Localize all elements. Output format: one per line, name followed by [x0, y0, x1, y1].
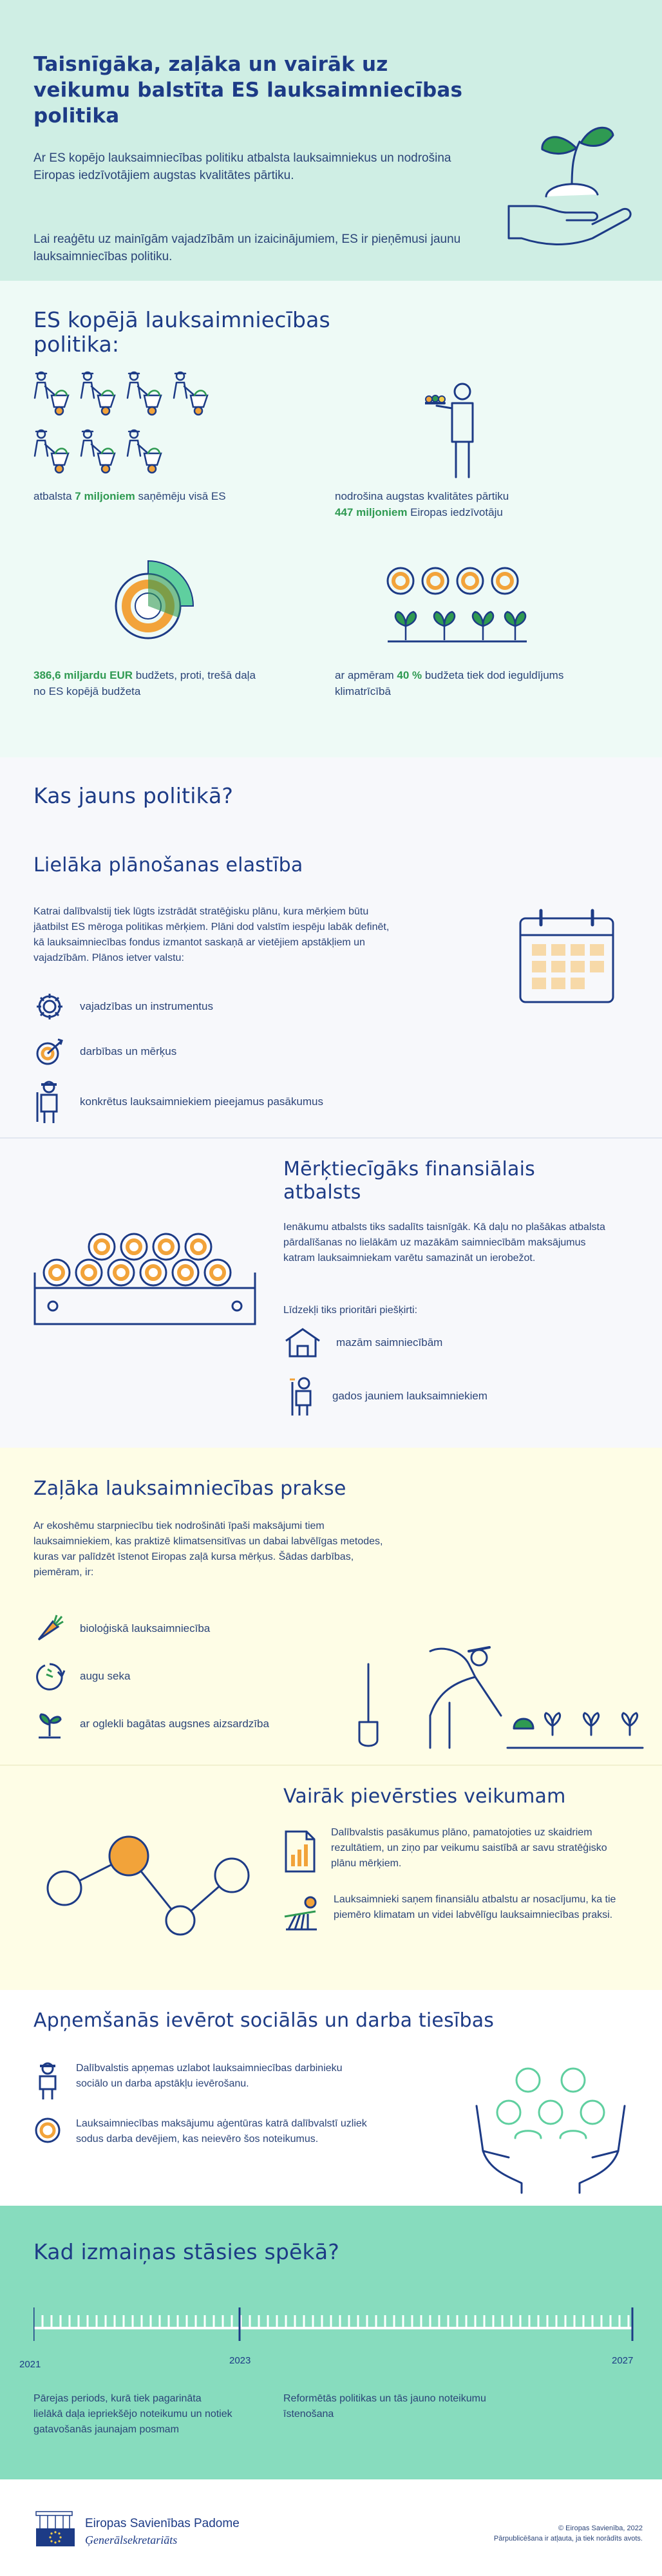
performance-item-label: Dalībvalstis pasākumus plāno, pamatojoties uz skaidriem rezultātiem, un ziņo par veikumu saistībā ar savu stratēģisko plānu mērķiem.	[331, 1827, 607, 1869]
planning-item-label: darbības un mērķus	[80, 1045, 177, 1057]
field-icon	[283, 1895, 319, 1933]
footer-org-name: Eiropas Savienības Padome	[85, 2517, 240, 2530]
seedling-icon	[505, 612, 525, 640]
stat-recipients-post: saņēmēju visā ES	[135, 490, 226, 502]
coin-icon	[108, 1260, 134, 1285]
stat-climate-value: 40 %	[397, 669, 422, 681]
coin-icon	[205, 1260, 231, 1285]
gear-icon	[33, 990, 66, 1023]
planning-item-label: vajadzības un instrumentus	[80, 1000, 213, 1012]
whats-new-heading: Kas jauns politikā?	[33, 783, 234, 808]
hero-paragraph-2: Lai reaģētu uz mainīgām vajadzībām un izaicinājumiem, ES ir pieņēmusi jaunu lauksaimniecības politiku.	[33, 232, 461, 263]
farmer-wheelbarrow-icon	[128, 372, 161, 415]
hero-section	[0, 0, 662, 281]
timeline-title: Kad izmaiņas stāsies spēkā?	[33, 2239, 339, 2264]
coin-icon	[89, 1234, 115, 1260]
stat-climate	[335, 667, 567, 699]
performance-network-icon	[39, 1811, 258, 1959]
calendar-icon	[515, 905, 618, 1009]
performance-title: Vairāk pievērsties veikumam	[283, 1785, 566, 1808]
greener-item-organic	[33, 1613, 210, 1645]
carrot-icon	[33, 1613, 66, 1645]
timeline-year-end: 2027	[612, 2355, 634, 2366]
stat-budget-post: budžets, proti, trešā daļa no ES kopējā budžeta	[33, 669, 256, 697]
targeted-support-title: Mērķtiecīgāks finansiālais atbalsts	[283, 1158, 535, 1204]
greener-section	[0, 1448, 662, 1765]
footer-org-sub: Ģenerālsekretariāts	[85, 2533, 178, 2546]
greener-item-rotation	[33, 1660, 130, 1692]
footer-copyright: © Eiropas Savienība, 2022	[558, 2524, 643, 2532]
target-icon	[33, 1036, 66, 1068]
footer-reuse-note: Pārpublicēšana ir atļauta, ja tiek norādīts avots.	[493, 2535, 643, 2543]
worker-icon	[33, 2061, 62, 2101]
planning-item-label: konkrētus lauksaimniekiem pieejamus pasākumus	[80, 1095, 323, 1108]
social-item-penalties	[33, 2116, 368, 2147]
stat-recipients	[33, 488, 304, 504]
social-item-label: Dalībvalstis apņemas uzlabot lauksaimniecības darbinieku sociālo un darba apstākļu ievērošanu.	[76, 2063, 343, 2089]
support-item-small-farms	[283, 1327, 442, 1359]
coins-plants-icon	[386, 564, 528, 648]
hand-plant-icon	[496, 109, 644, 258]
greener-item-label: bioloģiskā lauksaimniecība	[80, 1622, 211, 1634]
budget-donut-icon	[97, 551, 219, 654]
seedling-icon	[473, 612, 493, 640]
performance-item-label: Lauksaimnieki saņem finansiālu atbalstu ar nosacījumu, ka tie piemēro klimatam un videi labvēlīgu lauksaimniecības praksi.	[334, 1894, 616, 1920]
cap-stats-section	[0, 281, 662, 757]
greener-item-label: ar oglekli bagātas augsnes aizsardzība	[80, 1718, 269, 1730]
farmer-wheelbarrow-icon	[81, 430, 115, 473]
farmer-wheelbarrow-icon	[35, 430, 68, 473]
performance-section	[0, 1765, 662, 1990]
performance-item-conditions	[283, 1892, 631, 1933]
hero-paragraph-1: Ar ES kopējo lauksaimniecības politiku atbalsta lauksaimniekus un nodrošina Eiropas iedzīvotājiem augstas kvalitātes pārtiku.	[33, 151, 451, 182]
coin-icon	[173, 1260, 198, 1285]
planning-item-needs	[33, 990, 213, 1023]
coin-icon	[76, 1260, 102, 1285]
young-farmer-icon	[288, 1376, 318, 1417]
planning-title: Lielāka plānošanas elastība	[33, 854, 303, 876]
social-item-label: Lauksaimniecības maksājumu aģentūras katrā dalībvalstī uzliek sodus darba devējiem, kas neievēro šos noteikumus.	[76, 2118, 367, 2145]
planning-item-actions	[33, 1036, 176, 1068]
farmer-wheelbarrow-icon	[174, 372, 207, 415]
greener-item-label: augu seka	[80, 1670, 131, 1682]
coin-icon	[44, 1260, 70, 1285]
stat-recipients-pre: atbalsta	[33, 490, 75, 502]
planning-text: Katrai dalībvalstij tiek lūgts izstrādāt stratēģisku plānu, kura mērķiem būtu jāatbilst ES mēroga politikas mērķiem. Plāni dod valstīm iespēju labāk definēt, kā lauksaimniecības fondus izmantot saskaņā ar vietējiem apstākļiem un vajadzībām. Plānos ietver valstu:	[33, 906, 390, 963]
person-food-icon	[425, 377, 483, 480]
stat-recipients-value: 7 miljoniem	[75, 490, 135, 502]
document-chart-icon	[283, 1829, 317, 1874]
rotation-icon	[33, 1660, 66, 1692]
support-item-label: mazām saimniecībām	[336, 1336, 443, 1349]
timeline-section	[0, 2206, 662, 2479]
whats-new-section	[0, 757, 662, 1448]
timeline-year-start: 2021	[19, 2359, 41, 2370]
greener-text: Ar ekoshēmu starpniecību tiek nodrošināti īpaši maksājumi tiem lauksaimniekiem, kas praktizē klimatsensitīvas un dabai labvēlīgas metodes, kuras var palīdzēt īstenot Eiropas zaļā kursa mērķus. Šādas darbības, piemēram, ir:	[33, 1520, 383, 1578]
stat-food-value: 447 miljoniem	[335, 506, 408, 518]
cap-heading: ES kopējā lauksaimniecības politika:	[33, 307, 330, 357]
targeted-support-text: Ienākumu atbalsts tiks sadalīts taisnīgāk. Kā daļu no plašākas atbalsta pārdalīšanas no lielākām uz mazākām saimniecībām maksājumus katram lauksaimniekam varētu samazināt un ierobežot.	[283, 1222, 605, 1264]
stat-climate-pre: ar apmēram	[335, 669, 397, 681]
timeline-year-mid: 2023	[229, 2355, 251, 2366]
planning-item-measures	[33, 1079, 323, 1124]
timeline-phase-2: Reformētās politikas un tās jauno noteikumu īstenošana	[283, 2393, 486, 2420]
stat-budget	[33, 667, 265, 699]
divider	[0, 1137, 662, 1139]
performance-item-plans	[283, 1825, 631, 1874]
social-section	[0, 1990, 662, 2206]
seedling-icon	[434, 612, 455, 640]
farmers-icon-grid	[30, 370, 242, 486]
support-item-young-farmers	[288, 1376, 487, 1417]
stat-food-line2	[335, 504, 605, 520]
targeted-support-sub: Līdzekļi tiks prioritāri piešķirti:	[283, 1305, 418, 1316]
stat-budget-value: 386,6 miljardu EUR	[33, 669, 133, 681]
coins-tray-icon	[31, 1224, 269, 1340]
footer	[0, 2479, 662, 2576]
greener-item-soil	[33, 1708, 269, 1740]
coin-icon	[140, 1260, 166, 1285]
support-item-label: gados jauniem lauksaimniekiem	[332, 1390, 487, 1402]
council-logo	[33, 2509, 79, 2548]
social-item-conditions	[33, 2061, 368, 2101]
coin-icon	[185, 1234, 211, 1260]
seedling-icon	[395, 612, 416, 640]
sprout-icon	[33, 1708, 66, 1740]
page-title: Taisnīgāka, zaļāka un vairāk uz veikumu balstīta ES lauksaimniecības politika	[33, 53, 463, 128]
social-title: Apņemšanās ievērot sociālās un darba tiesības	[33, 2009, 495, 2032]
farmer-planting-illustration	[353, 1613, 649, 1754]
greener-title: Zaļāka lauksaimniecības prakse	[33, 1477, 346, 1500]
coin-icon	[121, 1234, 147, 1260]
timeline-phase-1: Pārejas periods, kurā tiek pagarināta lielākā daļa iepriekšējo noteikumu un notiek gatavošanās jaunajam posmam	[33, 2393, 232, 2435]
farmer-wheelbarrow-icon	[35, 372, 68, 415]
stat-climate-post: budžeta tiek dod ieguldījums klimatrīcībā	[335, 669, 564, 697]
farmer-wheelbarrow-icon	[128, 430, 161, 473]
coin-icon	[33, 2116, 62, 2145]
timeline-track	[33, 2302, 639, 2347]
stat-food-line1: nodrošina augstas kvalitātes pārtiku	[335, 490, 509, 502]
farmer-icon	[33, 1079, 66, 1124]
farmer-wheelbarrow-icon	[81, 372, 115, 415]
coin-icon	[153, 1234, 179, 1260]
farmhouse-icon	[283, 1327, 322, 1359]
stat-food-post: Eiropas iedzīvotāju	[407, 506, 503, 518]
hands-people-icon	[464, 2054, 638, 2196]
